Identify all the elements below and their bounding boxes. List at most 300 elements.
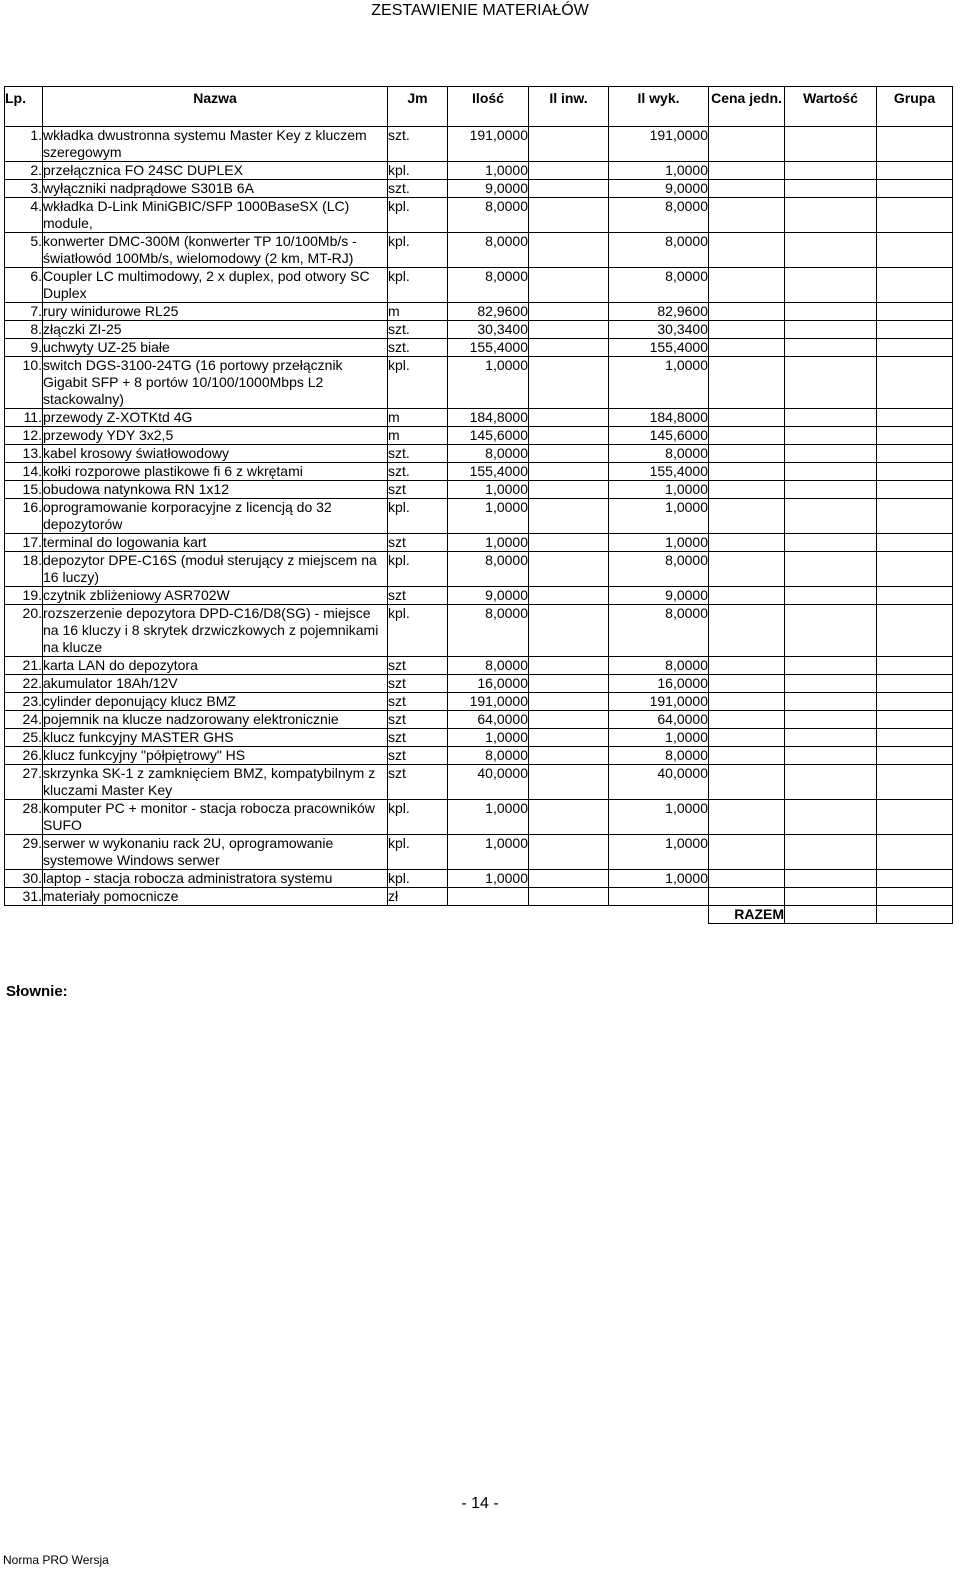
row-ilosc: 9,0000 xyxy=(448,587,529,605)
row-il-inw xyxy=(529,162,609,180)
row-il-inw xyxy=(529,127,609,162)
row-il-wyk: 1,0000 xyxy=(609,729,709,747)
row-jm: szt xyxy=(388,765,448,800)
row-lp: 6. xyxy=(5,268,43,303)
row-lp: 10. xyxy=(5,357,43,409)
table-header-row xyxy=(5,87,953,127)
row-il-wyk: 8,0000 xyxy=(609,605,709,657)
row-jm: szt. xyxy=(388,127,448,162)
row-ilosc: 155,4000 xyxy=(448,339,529,357)
row-jm: szt. xyxy=(388,180,448,198)
row-ilosc: 8,0000 xyxy=(448,657,529,675)
row-cena xyxy=(709,693,785,711)
row-il-inw xyxy=(529,339,609,357)
table-row xyxy=(5,605,953,657)
row-grupa xyxy=(877,534,953,552)
row-cena xyxy=(709,268,785,303)
row-il-inw xyxy=(529,534,609,552)
row-grupa xyxy=(877,657,953,675)
row-cena xyxy=(709,427,785,445)
row-name: serwer w wykonaniu rack 2U, oprogramowanie systemowe Windows serwer xyxy=(43,835,388,870)
row-jm: kpl. xyxy=(388,357,448,409)
row-lp: 5. xyxy=(5,233,43,268)
row-name: rury winidurowe RL25 xyxy=(43,303,388,321)
row-lp: 30. xyxy=(5,870,43,888)
row-name: pojemnik na klucze nadzorowany elektronicznie xyxy=(43,711,388,729)
row-ilosc: 8,0000 xyxy=(448,198,529,233)
row-lp: 16. xyxy=(5,499,43,534)
row-wartosc xyxy=(785,180,877,198)
row-name: laptop - stacja robocza administratora systemu xyxy=(43,870,388,888)
table-row xyxy=(5,835,953,870)
row-lp: 15. xyxy=(5,481,43,499)
row-il-wyk: 1,0000 xyxy=(609,835,709,870)
table-row xyxy=(5,711,953,729)
row-il-wyk: 1,0000 xyxy=(609,499,709,534)
row-grupa xyxy=(877,180,953,198)
row-ilosc: 16,0000 xyxy=(448,675,529,693)
row-grupa xyxy=(877,198,953,233)
row-lp: 24. xyxy=(5,711,43,729)
row-ilosc: 40,0000 xyxy=(448,765,529,800)
row-grupa xyxy=(877,675,953,693)
row-lp: 3. xyxy=(5,180,43,198)
row-cena xyxy=(709,675,785,693)
row-grupa xyxy=(877,303,953,321)
row-grupa xyxy=(877,888,953,906)
row-jm: zł xyxy=(388,888,448,906)
row-name: switch DGS-3100-24TG (16 portowy przełącznik Gigabit SFP + 8 portów 10/100/1000Mbps L2 stackowalny) xyxy=(43,357,388,409)
row-wartosc xyxy=(785,357,877,409)
row-il-wyk: 1,0000 xyxy=(609,481,709,499)
row-grupa xyxy=(877,321,953,339)
row-il-wyk: 184,8000 xyxy=(609,409,709,427)
col-header-cena: Cena jedn. xyxy=(709,87,785,127)
row-jm: szt. xyxy=(388,445,448,463)
row-ilosc: 1,0000 xyxy=(448,800,529,835)
table-row xyxy=(5,198,953,233)
table-row xyxy=(5,765,953,800)
row-grupa xyxy=(877,481,953,499)
row-name: Coupler LC multimodowy, 2 x duplex, pod otwory SC Duplex xyxy=(43,268,388,303)
row-name: karta LAN do depozytora xyxy=(43,657,388,675)
row-wartosc xyxy=(785,587,877,605)
row-il-wyk xyxy=(609,888,709,906)
row-name: rozszerzenie depozytora DPD-C16/D8(SG) - miejsce na 16 kluczy i 8 skrytek drzwiczkowych z pojemnikami na klucze xyxy=(43,605,388,657)
row-il-wyk: 191,0000 xyxy=(609,693,709,711)
row-il-inw xyxy=(529,268,609,303)
table-row xyxy=(5,499,953,534)
row-il-inw xyxy=(529,499,609,534)
row-jm: kpl. xyxy=(388,870,448,888)
row-il-inw xyxy=(529,675,609,693)
row-grupa xyxy=(877,605,953,657)
row-il-inw xyxy=(529,357,609,409)
row-lp: 14. xyxy=(5,463,43,481)
row-cena xyxy=(709,765,785,800)
table-row xyxy=(5,800,953,835)
table-row xyxy=(5,534,953,552)
col-header-il-inw: Il inw. xyxy=(529,87,609,127)
row-cena xyxy=(709,445,785,463)
row-jm: szt xyxy=(388,534,448,552)
row-jm: kpl. xyxy=(388,800,448,835)
col-header-grupa: Grupa xyxy=(877,87,953,127)
row-lp: 31. xyxy=(5,888,43,906)
row-grupa xyxy=(877,693,953,711)
table-row xyxy=(5,747,953,765)
row-cena xyxy=(709,870,785,888)
col-header-wartosc: Wartość xyxy=(785,87,877,127)
row-jm: kpl. xyxy=(388,835,448,870)
row-jm: kpl. xyxy=(388,162,448,180)
row-il-wyk: 8,0000 xyxy=(609,552,709,587)
row-il-wyk: 1,0000 xyxy=(609,800,709,835)
row-ilosc: 1,0000 xyxy=(448,162,529,180)
row-cena xyxy=(709,711,785,729)
row-jm: m xyxy=(388,409,448,427)
row-name: akumulator 18Ah/12V xyxy=(43,675,388,693)
row-grupa xyxy=(877,427,953,445)
row-ilosc: 64,0000 xyxy=(448,711,529,729)
row-lp: 25. xyxy=(5,729,43,747)
row-grupa xyxy=(877,339,953,357)
row-wartosc xyxy=(785,729,877,747)
row-ilosc: 1,0000 xyxy=(448,357,529,409)
row-cena xyxy=(709,127,785,162)
row-grupa xyxy=(877,233,953,268)
row-ilosc: 9,0000 xyxy=(448,180,529,198)
row-ilosc: 145,6000 xyxy=(448,427,529,445)
row-ilosc: 191,0000 xyxy=(448,693,529,711)
row-ilosc: 1,0000 xyxy=(448,534,529,552)
table-row xyxy=(5,693,953,711)
row-il-inw xyxy=(529,800,609,835)
row-lp: 1. xyxy=(5,127,43,162)
row-lp: 21. xyxy=(5,657,43,675)
row-il-inw xyxy=(529,888,609,906)
row-il-inw xyxy=(529,747,609,765)
row-il-wyk: 8,0000 xyxy=(609,747,709,765)
row-name: wkładka dwustronna systemu Master Key z kluczem szeregowym xyxy=(43,127,388,162)
row-grupa xyxy=(877,445,953,463)
row-wartosc xyxy=(785,321,877,339)
row-ilosc: 184,8000 xyxy=(448,409,529,427)
row-il-inw xyxy=(529,198,609,233)
row-name: komputer PC + monitor - stacja robocza pracowników SUFO xyxy=(43,800,388,835)
row-ilosc: 8,0000 xyxy=(448,233,529,268)
row-grupa xyxy=(877,162,953,180)
row-jm: kpl. xyxy=(388,198,448,233)
row-cena xyxy=(709,888,785,906)
table-row xyxy=(5,180,953,198)
table-row xyxy=(5,268,953,303)
table-row xyxy=(5,303,953,321)
col-header-nazwa: Nazwa xyxy=(43,87,388,127)
row-wartosc xyxy=(785,427,877,445)
razem-row xyxy=(5,906,953,924)
row-ilosc: 30,3400 xyxy=(448,321,529,339)
row-grupa xyxy=(877,800,953,835)
row-lp: 18. xyxy=(5,552,43,587)
row-il-inw xyxy=(529,587,609,605)
row-il-inw xyxy=(529,870,609,888)
row-name: oprogramowanie korporacyjne z licencją do 32 depozytorów xyxy=(43,499,388,534)
row-il-wyk: 155,4000 xyxy=(609,339,709,357)
row-cena xyxy=(709,321,785,339)
row-wartosc xyxy=(785,233,877,268)
row-ilosc: 8,0000 xyxy=(448,605,529,657)
row-wartosc xyxy=(785,888,877,906)
row-ilosc: 1,0000 xyxy=(448,499,529,534)
row-lp: 28. xyxy=(5,800,43,835)
table-row xyxy=(5,463,953,481)
row-il-wyk: 1,0000 xyxy=(609,870,709,888)
table-row xyxy=(5,888,953,906)
row-wartosc xyxy=(785,675,877,693)
row-lp: 20. xyxy=(5,605,43,657)
row-cena xyxy=(709,534,785,552)
row-lp: 13. xyxy=(5,445,43,463)
row-name: czytnik zbliżeniowy ASR702W xyxy=(43,587,388,605)
row-wartosc xyxy=(785,162,877,180)
row-jm: kpl. xyxy=(388,552,448,587)
row-jm: kpl. xyxy=(388,268,448,303)
row-wartosc xyxy=(785,463,877,481)
col-header-jm: Jm xyxy=(388,87,448,127)
row-name: depozytor DPE-C16S (moduł sterujący z miejscem na 16 luczy) xyxy=(43,552,388,587)
row-name: skrzynka SK-1 z zamknięciem BMZ, kompatybilnym z kluczami Master Key xyxy=(43,765,388,800)
table-row xyxy=(5,233,953,268)
row-il-wyk: 40,0000 xyxy=(609,765,709,800)
row-name: wyłączniki nadprądowe S301B 6A xyxy=(43,180,388,198)
razem-group-cell xyxy=(877,906,953,924)
row-grupa xyxy=(877,870,953,888)
table-row xyxy=(5,162,953,180)
col-header-lp: Lp. xyxy=(5,87,43,127)
row-il-inw xyxy=(529,765,609,800)
row-cena xyxy=(709,835,785,870)
row-wartosc xyxy=(785,765,877,800)
row-lp: 9. xyxy=(5,339,43,357)
col-header-ilosc: Ilość xyxy=(448,87,529,127)
row-jm: kpl. xyxy=(388,233,448,268)
row-wartosc xyxy=(785,409,877,427)
row-il-wyk: 30,3400 xyxy=(609,321,709,339)
row-il-inw xyxy=(529,321,609,339)
table-row xyxy=(5,445,953,463)
row-ilosc: 8,0000 xyxy=(448,552,529,587)
row-cena xyxy=(709,409,785,427)
row-jm: szt. xyxy=(388,339,448,357)
row-jm: szt xyxy=(388,481,448,499)
row-il-inw xyxy=(529,605,609,657)
row-il-inw xyxy=(529,835,609,870)
table-row xyxy=(5,427,953,445)
row-cena xyxy=(709,605,785,657)
row-jm: szt xyxy=(388,675,448,693)
razem-value-cell xyxy=(785,906,877,924)
row-lp: 26. xyxy=(5,747,43,765)
row-il-wyk: 191,0000 xyxy=(609,127,709,162)
row-jm: kpl. xyxy=(388,499,448,534)
row-name: przewody YDY 3x2,5 xyxy=(43,427,388,445)
table-row xyxy=(5,675,953,693)
row-ilosc: 1,0000 xyxy=(448,870,529,888)
row-il-inw xyxy=(529,463,609,481)
row-lp: 4. xyxy=(5,198,43,233)
row-il-wyk: 9,0000 xyxy=(609,587,709,605)
row-lp: 11. xyxy=(5,409,43,427)
row-cena xyxy=(709,587,785,605)
row-jm: m xyxy=(388,303,448,321)
row-ilosc xyxy=(448,888,529,906)
row-wartosc xyxy=(785,552,877,587)
row-wartosc xyxy=(785,657,877,675)
row-il-inw xyxy=(529,711,609,729)
row-lp: 2. xyxy=(5,162,43,180)
row-ilosc: 1,0000 xyxy=(448,481,529,499)
row-wartosc xyxy=(785,711,877,729)
row-cena xyxy=(709,357,785,409)
row-name: terminal do logowania kart xyxy=(43,534,388,552)
row-wartosc xyxy=(785,303,877,321)
row-jm: szt xyxy=(388,729,448,747)
row-il-wyk: 145,6000 xyxy=(609,427,709,445)
row-il-inw xyxy=(529,303,609,321)
row-name: kołki rozporowe plastikowe fi 6 z wkrętami xyxy=(43,463,388,481)
col-header-il-wyk: Il wyk. xyxy=(609,87,709,127)
row-grupa xyxy=(877,765,953,800)
row-name: konwerter DMC-300M (konwerter TP 10/100Mb/s - światłowód 100Mb/s, wielomodowy (2 km, MT-RJ) xyxy=(43,233,388,268)
row-wartosc xyxy=(785,747,877,765)
table-row xyxy=(5,552,953,587)
row-ilosc: 191,0000 xyxy=(448,127,529,162)
row-wartosc xyxy=(785,605,877,657)
row-wartosc xyxy=(785,870,877,888)
table-body xyxy=(5,127,953,906)
row-il-inw xyxy=(529,657,609,675)
row-ilosc: 1,0000 xyxy=(448,729,529,747)
row-cena xyxy=(709,339,785,357)
row-name: przewody Z-XOTKtd 4G xyxy=(43,409,388,427)
row-wartosc xyxy=(785,835,877,870)
row-grupa xyxy=(877,711,953,729)
row-ilosc: 8,0000 xyxy=(448,445,529,463)
row-jm: szt xyxy=(388,657,448,675)
row-name: uchwyty UZ-25 białe xyxy=(43,339,388,357)
row-il-wyk: 1,0000 xyxy=(609,357,709,409)
table-row xyxy=(5,321,953,339)
row-grupa xyxy=(877,587,953,605)
row-grupa xyxy=(877,729,953,747)
row-cena xyxy=(709,729,785,747)
row-cena xyxy=(709,180,785,198)
row-cena xyxy=(709,233,785,268)
document-title: ZESTAWIENIE MATERIAŁÓW xyxy=(371,2,589,19)
row-grupa xyxy=(877,835,953,870)
row-cena xyxy=(709,162,785,180)
row-il-wyk: 8,0000 xyxy=(609,268,709,303)
row-name: materiały pomocnicze xyxy=(43,888,388,906)
row-il-wyk: 1,0000 xyxy=(609,534,709,552)
row-jm: szt. xyxy=(388,321,448,339)
row-il-wyk: 8,0000 xyxy=(609,198,709,233)
row-il-inw xyxy=(529,552,609,587)
row-wartosc xyxy=(785,499,877,534)
table-row xyxy=(5,729,953,747)
row-il-inw xyxy=(529,481,609,499)
row-wartosc xyxy=(785,268,877,303)
row-cena xyxy=(709,463,785,481)
row-il-wyk: 8,0000 xyxy=(609,233,709,268)
row-cena xyxy=(709,499,785,534)
row-il-inw xyxy=(529,693,609,711)
row-il-wyk: 8,0000 xyxy=(609,657,709,675)
row-il-wyk: 64,0000 xyxy=(609,711,709,729)
row-jm: kpl. xyxy=(388,605,448,657)
table-row xyxy=(5,870,953,888)
row-ilosc: 82,9600 xyxy=(448,303,529,321)
row-il-inw xyxy=(529,445,609,463)
row-grupa xyxy=(877,499,953,534)
row-name: cylinder deponujący klucz BMZ xyxy=(43,693,388,711)
materials-table xyxy=(4,86,953,924)
row-ilosc: 8,0000 xyxy=(448,268,529,303)
row-cena xyxy=(709,657,785,675)
row-grupa xyxy=(877,463,953,481)
row-grupa xyxy=(877,127,953,162)
row-ilosc: 8,0000 xyxy=(448,747,529,765)
row-jm: szt xyxy=(388,693,448,711)
row-lp: 8. xyxy=(5,321,43,339)
row-name: klucz funkcyjny MASTER GHS xyxy=(43,729,388,747)
row-lp: 27. xyxy=(5,765,43,800)
row-wartosc xyxy=(785,445,877,463)
row-lp: 12. xyxy=(5,427,43,445)
row-jm: m xyxy=(388,427,448,445)
table-row xyxy=(5,409,953,427)
row-cena xyxy=(709,800,785,835)
row-grupa xyxy=(877,268,953,303)
row-lp: 7. xyxy=(5,303,43,321)
row-lp: 19. xyxy=(5,587,43,605)
row-grupa xyxy=(877,357,953,409)
footer-brand: Norma PRO Wersja xyxy=(3,1553,109,1567)
row-wartosc xyxy=(785,534,877,552)
row-jm: szt xyxy=(388,747,448,765)
row-cena xyxy=(709,481,785,499)
row-jm: szt. xyxy=(388,463,448,481)
row-il-inw xyxy=(529,427,609,445)
row-lp: 23. xyxy=(5,693,43,711)
page-number: - 14 - xyxy=(461,1495,499,1512)
row-il-wyk: 16,0000 xyxy=(609,675,709,693)
table-row xyxy=(5,587,953,605)
row-grupa xyxy=(877,552,953,587)
row-name: klucz funkcyjny "półpiętrowy" HS xyxy=(43,747,388,765)
razem-label: RAZEM xyxy=(709,906,785,924)
row-jm: szt xyxy=(388,587,448,605)
row-name: wkładka D-Link MiniGBIC/SFP 1000BaseSX (LC) module, xyxy=(43,198,388,233)
table-row xyxy=(5,127,953,162)
row-wartosc xyxy=(785,127,877,162)
row-il-inw xyxy=(529,233,609,268)
row-il-wyk: 155,4000 xyxy=(609,463,709,481)
row-il-inw xyxy=(529,180,609,198)
row-name: obudowa natynkowa RN 1x12 xyxy=(43,481,388,499)
row-lp: 29. xyxy=(5,835,43,870)
